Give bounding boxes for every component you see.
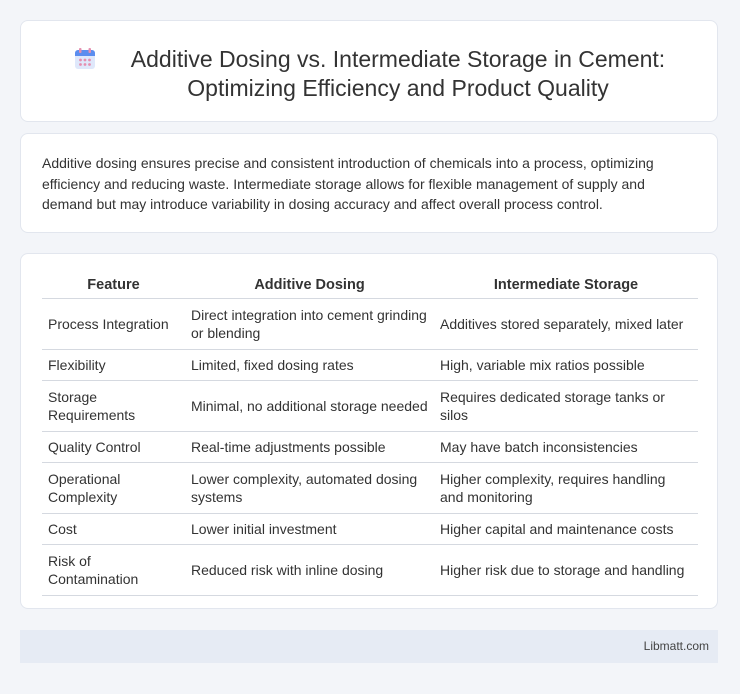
table-cell: Higher complexity, requires handling and monitoring <box>434 463 698 514</box>
table-cell: Reduced risk with inline dosing <box>185 545 434 596</box>
table-cell: Higher risk due to storage and handling <box>434 545 698 596</box>
table-row <box>42 381 698 432</box>
table-cell: Operational Complexity <box>42 463 185 514</box>
table-row <box>42 545 698 596</box>
table-cell: Quality Control <box>42 432 185 463</box>
table-cell: May have batch inconsistencies <box>434 432 698 463</box>
table-cell: Requires dedicated storage tanks or silos <box>434 381 698 432</box>
table-cell: Lower initial investment <box>185 514 434 545</box>
table-cell: Additives stored separately, mixed later <box>434 299 698 350</box>
header-additive-dosing: Additive Dosing <box>185 272 434 299</box>
table-cell: Higher capital and maintenance costs <box>434 514 698 545</box>
comparison-card <box>20 253 718 609</box>
footer-bar <box>20 630 718 663</box>
table-cell: Storage Requirements <box>42 381 185 432</box>
table-cell: Direct integration into cement grinding or blending <box>185 299 434 350</box>
table-cell: Limited, fixed dosing rates <box>185 350 434 381</box>
table-row <box>42 463 698 514</box>
table-cell: Cost <box>42 514 185 545</box>
header-feature: Feature <box>42 272 185 299</box>
table-cell: Real-time adjustments possible <box>185 432 434 463</box>
table-cell: Flexibility <box>42 350 185 381</box>
intro-card <box>20 133 718 233</box>
table-cell: High, variable mix ratios possible <box>434 350 698 381</box>
table-header-row <box>42 272 698 299</box>
intro-paragraph: Additive dosing ensures precise and consistent introduction of chemicals into a process, optimizing efficiency and reducing waste. Intermediate storage allows for flexible management of supply and demand but may introduce variability in dosing accuracy and affect overall process control. <box>42 155 654 212</box>
table-row <box>42 299 698 350</box>
table-row <box>42 432 698 463</box>
table-cell: Process Integration <box>42 299 185 350</box>
table-cell: Risk of Contamination <box>42 545 185 596</box>
footer-brand-link[interactable]: Libmatt.com <box>643 639 709 653</box>
page-title: Additive Dosing vs. Intermediate Storage in Cement: Optimizing Efficiency and Product Quality <box>130 46 666 101</box>
title-card <box>20 20 718 122</box>
header-intermediate-storage: Intermediate Storage <box>434 272 698 299</box>
table-cell: Minimal, no additional storage needed <box>185 381 434 432</box>
table-row <box>42 514 698 545</box>
table-cell: Lower complexity, automated dosing systems <box>185 463 434 514</box>
table-row <box>42 350 698 381</box>
comparison-table <box>42 272 698 596</box>
